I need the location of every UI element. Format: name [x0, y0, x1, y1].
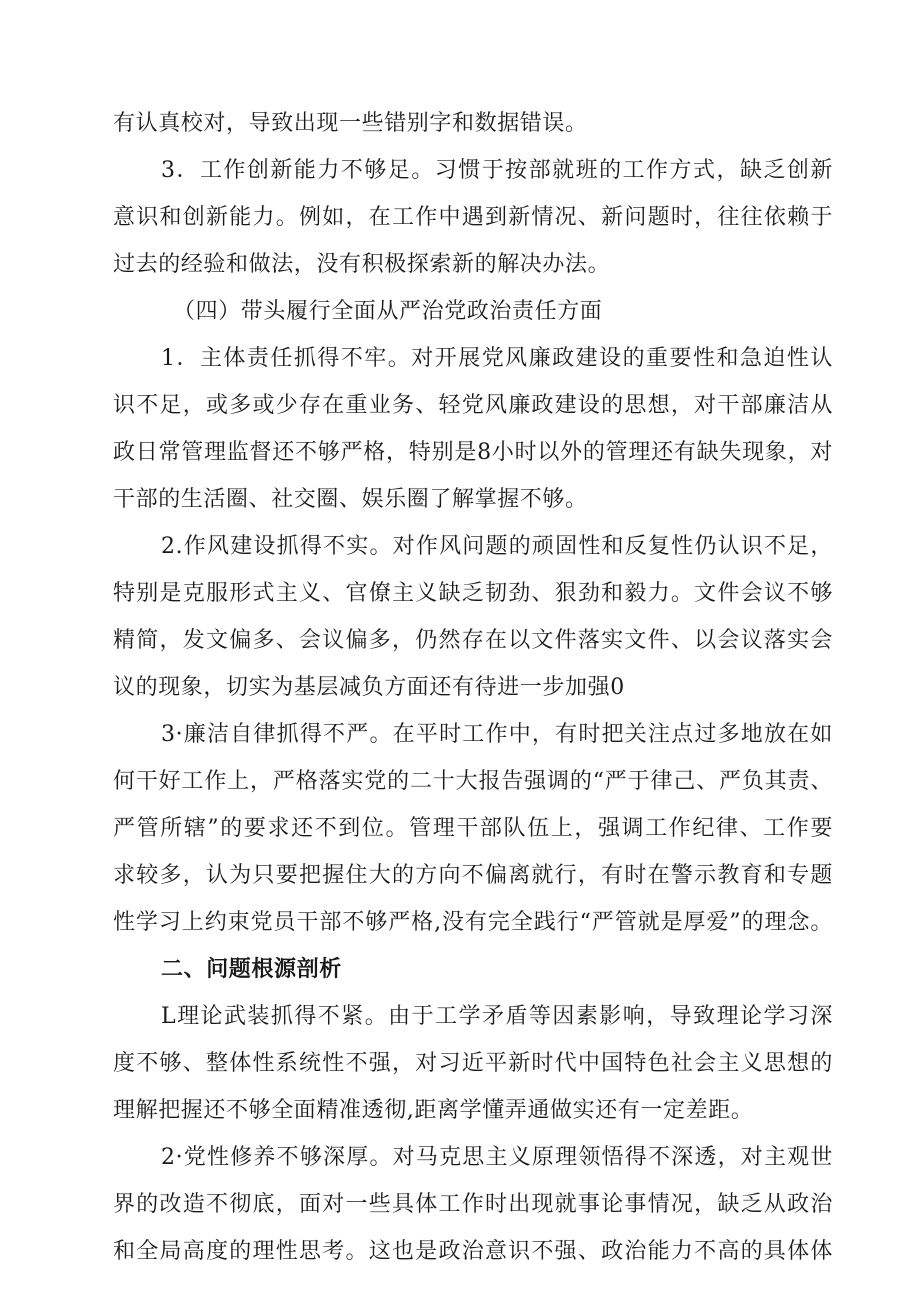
paragraph-line: 严管所辖”的要求还不到位。管理干部队伍上，强调工作纪律、工作要 [113, 816, 833, 841]
paragraph-line: 精简，发文偏多、会议偏多，仍然存在以文件落实文件、以会议落实会 [113, 628, 833, 653]
paragraph-line: 有认真校对，导致出现一些错别字和数据错误。 [113, 111, 588, 136]
paragraph-line: 3·廉洁自律抓得不严。在平时工作中，有时把关注点过多地放在如 [161, 722, 833, 747]
paragraph-line: 干部的生活圈、社交圈、娱乐圈了解掌握不够。 [113, 487, 588, 512]
section-heading: （四）带头履行全面从严治党政治责任方面 [173, 299, 603, 324]
paragraph-line: 和全局高度的理性思考。这也是政治意识不强、政治能力不高的具体体 [113, 1239, 833, 1264]
paragraph-line: 度不够、整体性系统性不强，对习近平新时代中国特色社会主义思想的 [113, 1051, 833, 1076]
paragraph-line: 议的现象，切实为基层减负方面还有待进一步加强0 [113, 675, 625, 700]
paragraph-line: 政日常管理监督还不够严格，特别是8小时以外的管理还有缺失现象，对 [113, 440, 833, 465]
document-body [113, 100, 833, 1275]
paragraph-line: 2.作风建设抓得不实。对作风问题的顽固性和反复性仍认识不足， [161, 534, 833, 559]
paragraph-line: 1．主体责任抓得不牢。对开展党风廉政建设的重要性和急迫性认 [161, 346, 833, 371]
paragraph-line: 过去的经验和做法，没有积极探索新的解决办法。 [113, 252, 611, 277]
chapter-heading: 二、问题根源剖析 [161, 957, 342, 982]
paragraph-line: L理论武装抓得不紧。由于工学矛盾等因素影响，导致理论学习深 [161, 1004, 833, 1029]
paragraph-line: 理解把握还不够全面精准透彻,距离学懂弄通做实还有一定差距。 [113, 1098, 754, 1123]
paragraph-line: 2·党性修养不够深厚。对马克思主义原理领悟得不深透，对主观世 [161, 1145, 833, 1170]
paragraph-line: 意识和创新能力。例如，在工作中遇到新情况、新问题时，往往依赖于 [113, 205, 833, 230]
paragraph-line: 何干好工作上，严格落实党的二十大报告强调的“严于律己、严负其责、 [113, 769, 833, 794]
paragraph-line: 识不足，或多或少存在重业务、轻党风廉政建设的思想，对干部廉洁从 [113, 393, 833, 418]
paragraph-line: 求较多，认为只要把握住大的方向不偏离就行，有时在警示教育和专题 [113, 863, 833, 888]
paragraph-line: 性学习上约束党员干部不够严格,没有完全践行“严管就是厚爱”的理念。 [113, 910, 833, 935]
paragraph-line: 界的改造不彻底，面对一些具体工作时出现就事论事情况，缺乏从政治 [113, 1192, 833, 1217]
paragraph-line: 特别是克服形式主义、官僚主义缺乏韧劲、狠劲和毅力。文件会议不够 [113, 581, 833, 606]
paragraph-line: 3．工作创新能力不够足。习惯于按部就班的工作方式，缺乏创新 [161, 158, 833, 183]
